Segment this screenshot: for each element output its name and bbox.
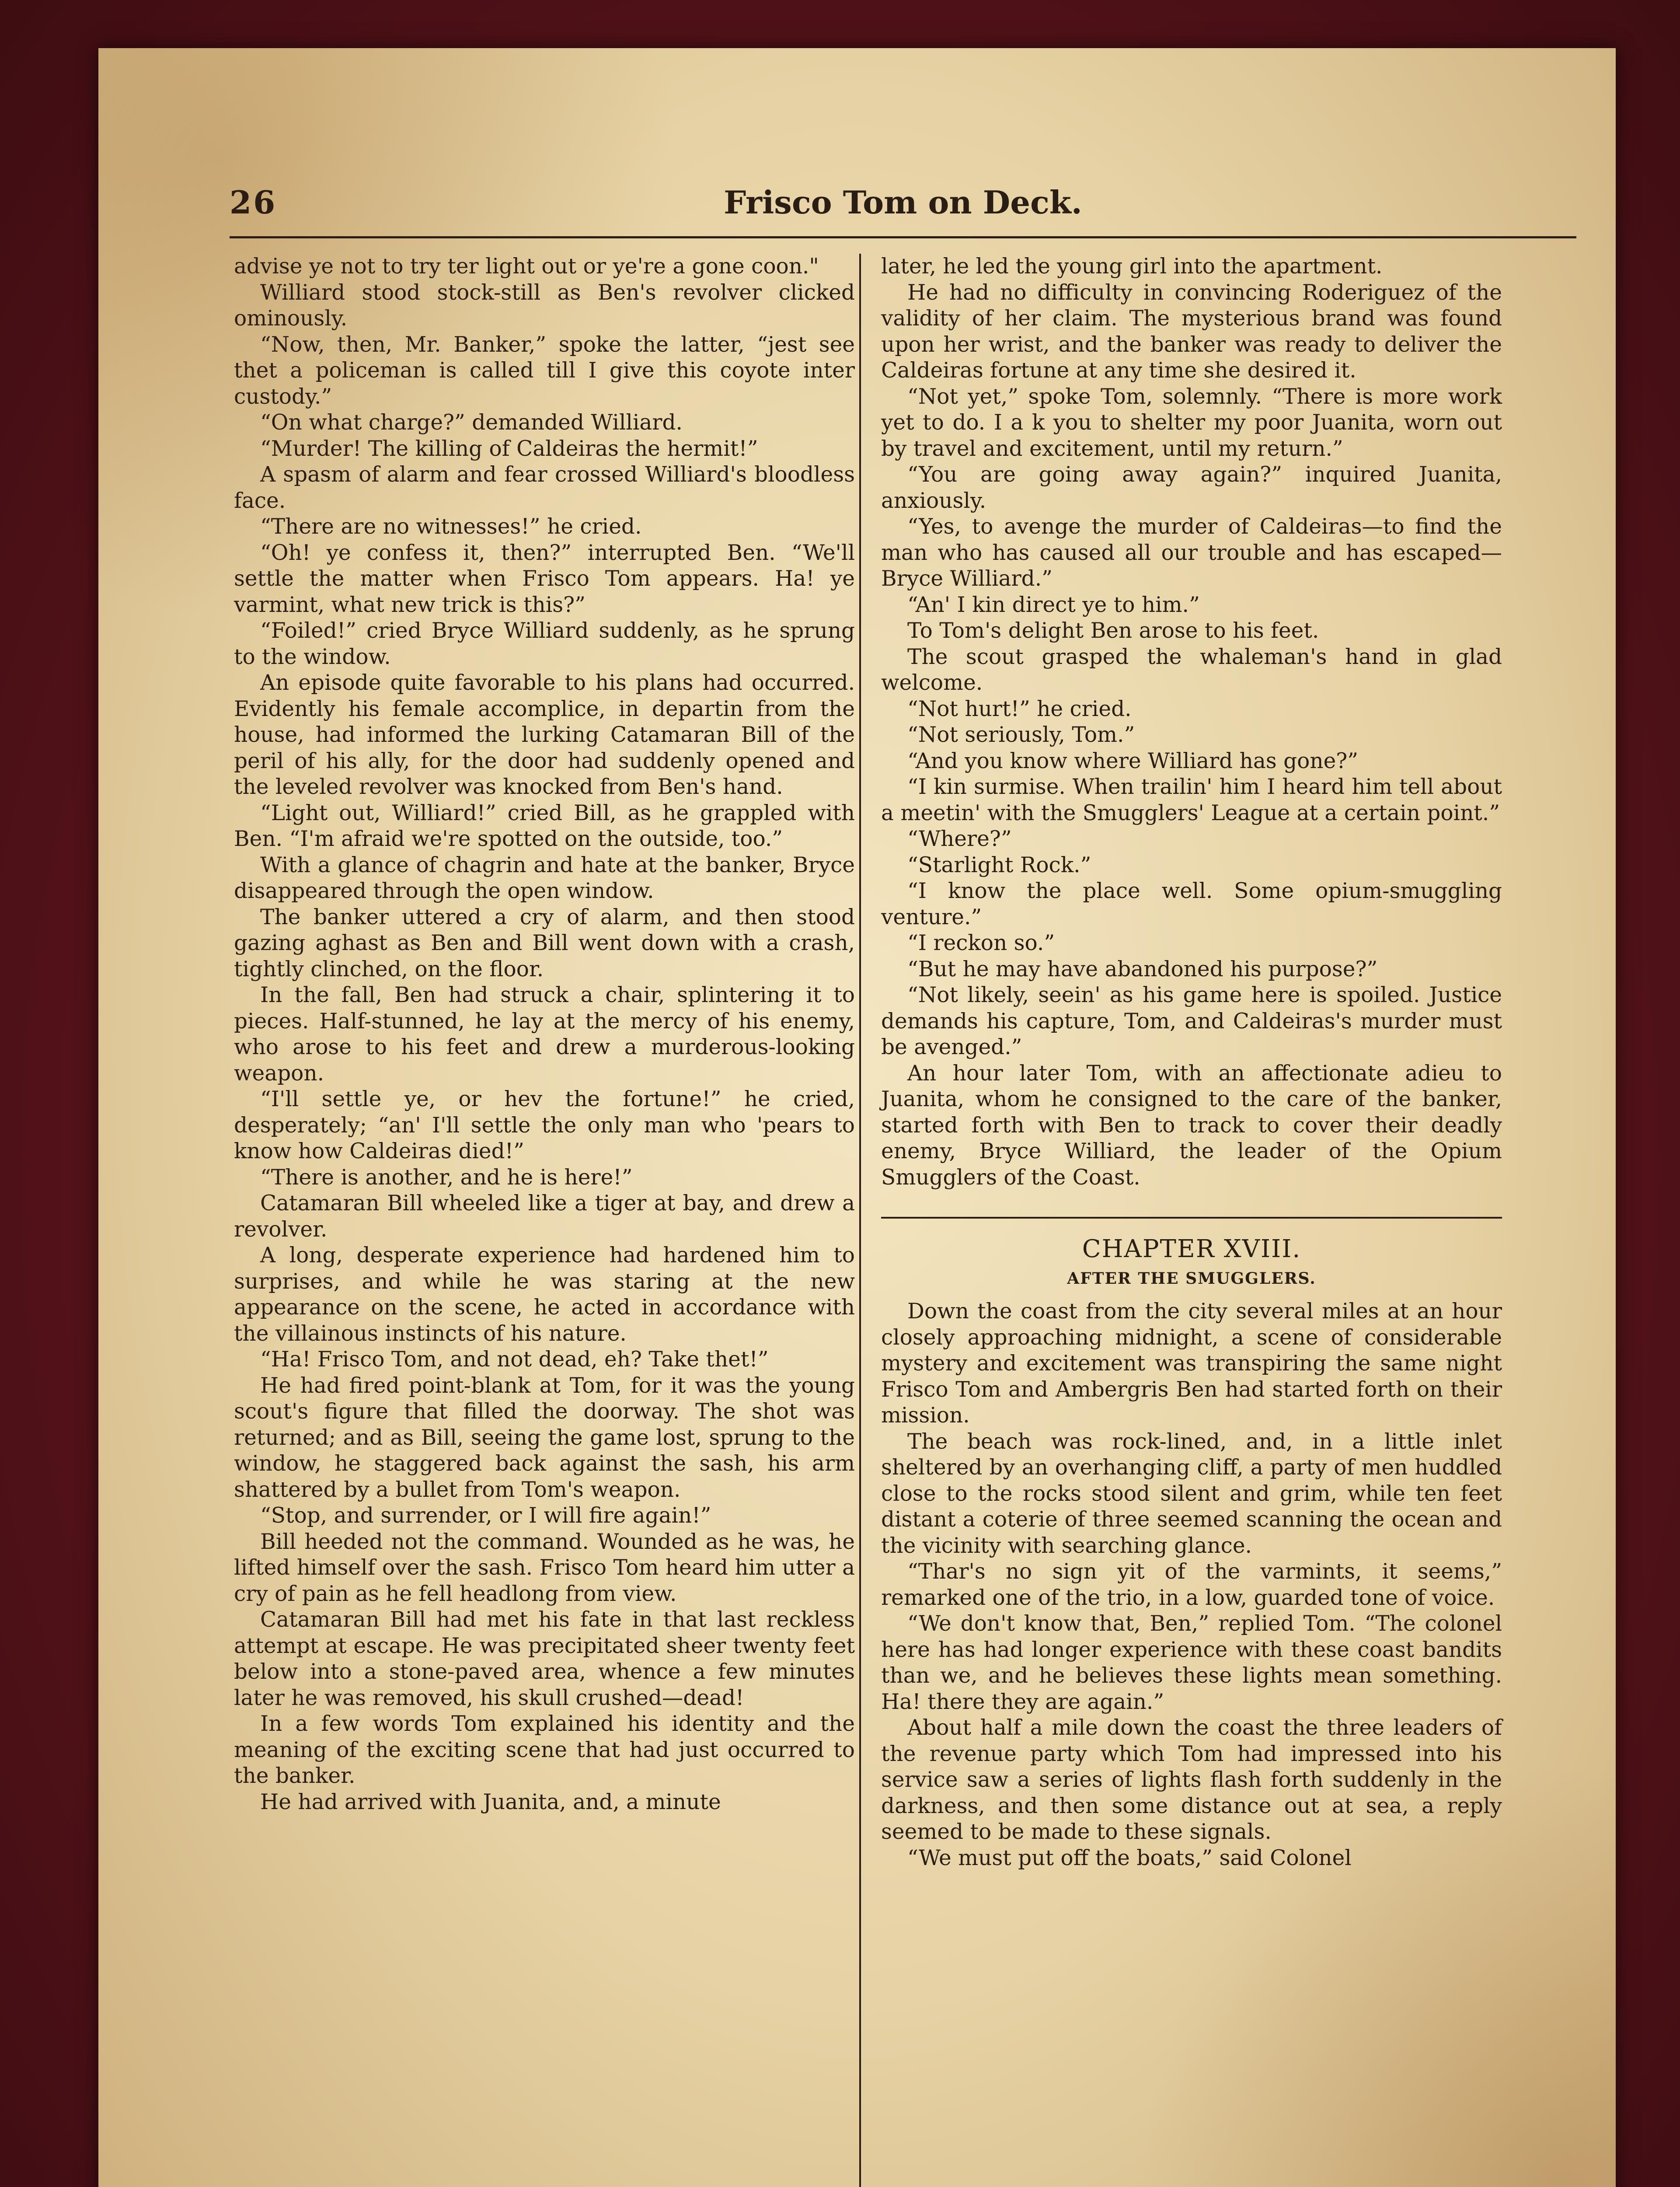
right-column-bottom-text [881, 1299, 1502, 1871]
paragraph: “Starlight Rock.” [907, 852, 1091, 877]
paragraph: “On what charge?” demanded Williard. [260, 410, 683, 435]
page-number: 26 [230, 184, 277, 221]
paragraph: “Stop, and surrender, or I will fire again!” [260, 1503, 711, 1528]
paragraph: In the fall, Ben had struck a chair, splintering it to pieces. Half-stunned, he lay at the mercy of his enemy, who arose to his feet and drew a murderous-looking weapon. [234, 983, 855, 1086]
right-column-top-text [881, 254, 1502, 1191]
page-header [230, 175, 1576, 241]
running-title: Frisco Tom on Deck. [724, 184, 1082, 221]
paragraph: “We don't know that, Ben,” replied Tom. “The colonel here has had longer experience with these coast bandits than we, and he believes these lights mean something. Ha! there they are again.” [881, 1611, 1502, 1714]
chapter-heading-block [881, 1217, 1502, 1292]
paragraph: Catamaran Bill wheeled like a tiger at bay, and drew a revolver. [234, 1191, 855, 1242]
paragraph: “Now, then, Mr. Banker,” spoke the latter, “jest see thet a policeman is called till I give this coyote inter custody.” [234, 332, 855, 409]
paragraph: “I kin surmise. When trailin' him I heard him tell about a meetin' with the Smugglers' League at a certain point.” [881, 775, 1502, 825]
paragraph: “There is another, and he is here!” [260, 1165, 633, 1190]
chapter-heading: CHAPTER XVIII. [1082, 1235, 1301, 1263]
paragraph: An episode quite favorable to his plans had occurred. Evidently his female accomplice, in departin from the house, had informed the lurking Catamaran Bill of the peril of his ally, for the door had suddenly opened and the leveled revolver was knocked from Ben's hand. [234, 671, 855, 799]
paragraph: A long, desperate experience had hardened him to surprises, and while he was staring at the new appearance on the scene, he acted in accordance with the villainous instincts of his nature. [234, 1243, 855, 1346]
paragraph: The banker uttered a cry of alarm, and then stood gazing aghast as Ben and Bill went down with a crash, tightly clinched, on the floor. [234, 905, 855, 982]
paragraph: “We must put off the boats,” said Colonel [907, 1845, 1352, 1870]
paragraph: “Murder! The killing of Caldeiras the hermit!” [260, 436, 758, 461]
paragraph: The scout grasped the whaleman's hand in glad welcome. [881, 644, 1502, 695]
column-divider [859, 254, 861, 2187]
paragraph: A spasm of alarm and fear crossed Williard's bloodless face. [234, 462, 855, 513]
paragraph: “Thar's no sign yit of the varmints, it seems,” remarked one of the trio, in a low, guarded tone of voice. [881, 1559, 1502, 1610]
paragraph: The beach was rock-lined, and, in a little inlet sheltered by an overhanging cliff, a party of men huddled close to the rocks stood silent and grim, while ten feet distant a coterie of three seemed scanning the ocean and the vicinity with searching glance. [881, 1429, 1502, 1558]
paragraph: “Not yet,” spoke Tom, solemnly. “There is more work yet to do. I a k you to shelter my poor Juanita, worn out by travel and excitement, until my return.” [881, 384, 1502, 461]
paragraph: He had fired point-blank at Tom, for it was the young scout's figure that filled the doorway. The shot was returned; and as Bill, seeing the game lost, sprung to the window, he staggered back against the sash, his arm shattered by a bullet from Tom's weapon. [234, 1373, 855, 1502]
paragraph: “Not seriously, Tom.” [907, 723, 1135, 747]
magazine-page [98, 48, 1616, 2187]
paragraph: “I know the place well. Some opium-smuggling venture.” [881, 879, 1502, 929]
paragraph: Bill heeded not the command. Wounded as he was, he lifted himself over the sash. Frisco Tom heard him utter a cry of pain as he fell headlong from view. [234, 1529, 855, 1606]
chapter-subheading: AFTER THE SMUGGLERS. [1067, 1269, 1316, 1288]
chapter-rule [881, 1217, 1502, 1219]
paragraph: “I reckon so.” [907, 931, 1055, 955]
paragraph: “Light out, Williard!” cried Bill, as he grappled with Ben. “I'm afraid we're spotted on the outside, too.” [234, 800, 855, 851]
paragraph: Down the coast from the city several miles at an hour closely approaching midnight, a scene of considerable mystery and excitement was transpiring the same night Frisco Tom and Ambergris Ben had started forth on their mission. [881, 1299, 1502, 1428]
paragraph: “I'll settle ye, or hev the fortune!” he cried, desperately; “an' I'll settle the only man who 'pears to know how Caldeiras died!” [234, 1087, 855, 1163]
paragraph: “You are going away again?” inquired Juanita, anxiously. [881, 462, 1502, 513]
paragraph: advise ye not to try ter light out or ye're a gone coon." [234, 254, 819, 279]
paragraph: “There are no witnesses!” he cried. [260, 514, 642, 539]
text-column-right [881, 254, 1502, 1871]
paragraph: To Tom's delight Ben arose to his feet. [907, 618, 1319, 643]
paragraph: An hour later Tom, with an affectionate adieu to Juanita, whom he consigned to the care of the banker, started forth with Ben to track to cover their deadly enemy, Bryce Williard, the leader of the Opium Smugglers of the Coast. [881, 1061, 1502, 1190]
paragraph: “Yes, to avenge the murder of Caldeiras—to find the man who has caused all our trouble and has escaped—Bryce Williard.” [881, 514, 1502, 591]
paragraph: Catamaran Bill had met his fate in that last reckless attempt at escape. He was precipitated sheer twenty feet below into a stone-paved area, whence a few minutes later he was removed, his skull crushed—dead! [234, 1607, 855, 1710]
paragraph: With a glance of chagrin and hate at the banker, Bryce disappeared through the open window. [234, 852, 855, 903]
paragraph: “And you know where Williard has gone?” [907, 748, 1359, 773]
paragraph: “But he may have abandoned his purpose?” [907, 957, 1378, 982]
paragraph: He had no difficulty in convincing Roderiguez of the validity of her claim. The mysterious brand was found upon her wrist, and the banker was ready to deliver the Caldeiras fortune at any time she desired it. [881, 280, 1502, 383]
paragraph: He had arrived with Juanita, and, a minute [260, 1789, 721, 1814]
paragraph: About half a mile down the coast the three leaders of the revenue party which Tom had impressed into his service saw a series of lights flash forth suddenly in the darkness, and then some distance out at sea, a reply seemed to be made to these signals. [881, 1715, 1502, 1844]
paragraph: Williard stood stock-still as Ben's revolver clicked ominously. [234, 280, 855, 331]
paragraph: “Not likely, seein' as his game here is spoiled. Justice demands his capture, Tom, and Caldeiras's murder must be avenged.” [881, 983, 1502, 1059]
paragraph: “An' I kin direct ye to him.” [907, 592, 1200, 617]
paragraph: “Not hurt!” he cried. [907, 696, 1132, 721]
paragraph: “Ha! Frisco Tom, and not dead, eh? Take thet!” [260, 1347, 769, 1372]
paragraph: “Foiled!” cried Bryce Williard suddenly, as he sprung to the window. [234, 618, 855, 669]
text-column-left [234, 254, 855, 1815]
paragraph: later, he led the young girl into the apartment. [881, 254, 1383, 279]
paragraph: “Oh! ye confess it, then?” interrupted Ben. “We'll settle the matter when Frisco Tom appears. Ha! ye varmint, what new trick is this?” [234, 540, 855, 617]
paragraph: In a few words Tom explained his identity and the meaning of the exciting scene that had just occurred to the banker. [234, 1712, 855, 1788]
paragraph: “Where?” [907, 827, 1012, 851]
header-rule [230, 236, 1576, 238]
